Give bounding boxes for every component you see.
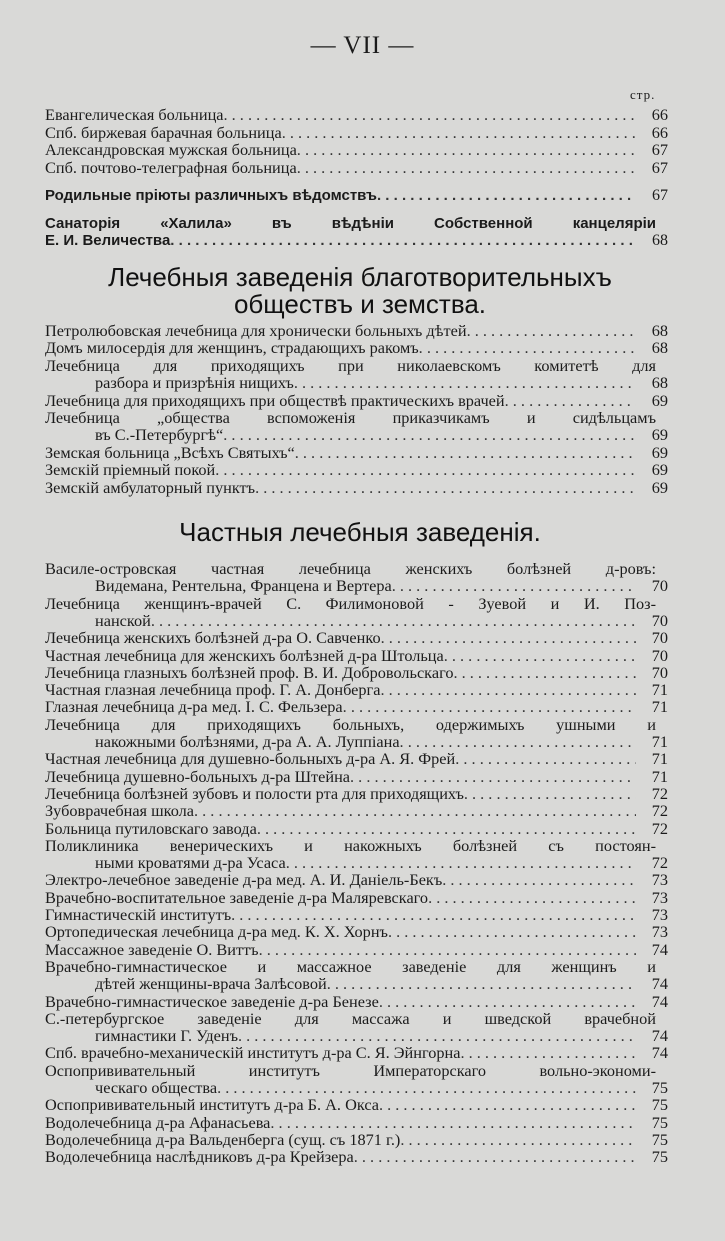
toc-entry xyxy=(45,958,668,993)
toc-entry-title: Спб. почтово-телеграфная больница xyxy=(45,157,297,177)
dot-leader xyxy=(379,993,636,1010)
toc-entry-title: Массажное заведеніе О. Виттъ xyxy=(45,939,259,959)
dot-leader xyxy=(379,1096,636,1113)
dot-leader xyxy=(224,106,636,124)
toc-entry-title: Лечебница женщинъ-врачей С. Филимоновой - Зуевой и И. Поз- xyxy=(45,593,656,613)
toc-entry xyxy=(45,322,668,339)
toc-entry xyxy=(45,785,668,802)
toc-entry-page: 72 xyxy=(651,801,668,821)
dot-leader xyxy=(505,392,636,409)
toc-entry-page: 67 xyxy=(651,157,668,177)
toc-entry-title: нанской xyxy=(95,610,151,630)
dot-leader xyxy=(377,187,636,204)
toc-entry xyxy=(45,339,668,356)
dot-leader xyxy=(354,1148,636,1165)
dot-leader xyxy=(381,629,636,646)
toc-entry-page: 70 xyxy=(651,610,668,630)
toc-entry-page: 68 xyxy=(651,321,668,340)
toc-entry-page: 69 xyxy=(651,477,668,497)
dot-leader xyxy=(442,871,636,888)
toc-entry xyxy=(45,716,668,751)
toc-entry-page: 74 xyxy=(651,974,668,994)
dot-leader xyxy=(223,426,636,443)
toc-entry-title: Водолечебница д-ра Вальденберга (сущ. съ 1871 г.) xyxy=(45,1129,401,1149)
toc-entry-page: 66 xyxy=(651,122,668,142)
toc-entry-page: 72 xyxy=(651,818,668,838)
dot-leader xyxy=(297,159,636,177)
toc-entry-page: 68 xyxy=(651,338,668,358)
toc-entry xyxy=(45,1044,668,1061)
toc-entry-title: Василе-островская частная лечебница женскихъ болѣзней д-ровъ: xyxy=(45,559,656,578)
toc-entry-page: 75 xyxy=(651,1112,668,1132)
toc-entry-title: Спб. врачебно-механическій институтъ д-ра С. Я. Эйнгорна xyxy=(45,1043,461,1063)
toc-entry-title: Александровская мужская больница xyxy=(45,140,297,159)
toc-entry-title: ческаго общества xyxy=(95,1077,218,1097)
toc-entry-page: 72 xyxy=(651,853,668,873)
toc-entry-page: 70 xyxy=(651,662,668,682)
toc-entry-page: 67 xyxy=(652,187,668,204)
section-title-charitable xyxy=(40,264,680,318)
toc-entry-title: Земскій амбулаторный пунктъ xyxy=(45,477,256,497)
toc-entry-page: 72 xyxy=(651,783,668,803)
dot-leader xyxy=(151,612,636,629)
toc-entry-title: Водолечебница д-ра Афанасьева xyxy=(45,1112,271,1132)
dot-leader xyxy=(343,698,636,715)
toc-entry-title: Оспопрививательный институтъ д-ра Б. А. Окса xyxy=(45,1095,379,1115)
toc-entry-title: гимнастики Г. Уденъ xyxy=(95,1026,238,1046)
toc-entry xyxy=(45,357,668,392)
toc-entry xyxy=(45,409,668,444)
toc-entry xyxy=(45,392,668,409)
toc-entry-page: 74 xyxy=(651,991,668,1011)
toc-entry-title: Глазная лечебница д-ра мед. І. С. Фельзера xyxy=(45,697,343,717)
toc-entry-title: Водолечебница наслѣдниковъ д-ра Крейзера xyxy=(45,1147,354,1167)
toc-entry-page: 69 xyxy=(651,390,668,410)
toc-entry-page: 69 xyxy=(651,425,668,445)
toc-entry xyxy=(45,871,668,888)
toc-entry-title: Врачебно-гимнастическое и массажное заведеніе для женщинъ и xyxy=(45,956,656,976)
toc-entry xyxy=(45,159,668,177)
toc-entry-title: Родильные пріюты различныхъ вѣдомствъ xyxy=(45,187,377,204)
toc-entry xyxy=(45,768,668,785)
dot-leader xyxy=(286,854,636,871)
dot-leader xyxy=(294,374,636,391)
dot-leader xyxy=(392,577,636,594)
toc-entry-bold xyxy=(45,215,668,249)
dot-leader xyxy=(194,802,636,819)
toc-entry xyxy=(45,750,668,767)
dot-leader xyxy=(327,975,636,992)
toc-entry-title: Частная лечебница для душевно-больныхъ д-ра А. Я. Фрей xyxy=(45,749,456,769)
toc-entry-title: Лечебница для приходящихъ при николаевскомъ комитетѣ для xyxy=(45,355,656,375)
toc-entry xyxy=(45,1010,668,1045)
toc-entry-title: ными кроватями д-ра Усаса xyxy=(95,853,286,873)
toc-entry-title: Поликлиника венерическихъ и накожныхъ болѣзней съ постоян- xyxy=(45,835,656,855)
toc-entry-title: Е. И. Величества xyxy=(45,232,171,249)
section-title-private: Частныя лечебныя заведенія. xyxy=(179,517,541,547)
dot-leader xyxy=(467,322,636,339)
toc-entry-title: Спб. биржевая барачная больница xyxy=(45,122,282,142)
toc-entry xyxy=(45,461,668,478)
dot-leader xyxy=(297,141,636,159)
toc-entry-title: Петролюбовская лечебница для хронически больныхъ дѣтей xyxy=(45,321,467,340)
toc-entry-bold xyxy=(45,187,668,204)
toc-entry-page: 69 xyxy=(651,460,668,480)
toc-entry xyxy=(45,820,668,837)
toc-entry xyxy=(45,1148,668,1165)
toc-entry-title: Гимнастическій институтъ xyxy=(45,905,232,924)
toc-entry-title: Видемана, Рентельна, Францена и Вертера xyxy=(95,576,392,596)
toc-entry xyxy=(45,906,668,923)
dot-leader xyxy=(238,1027,636,1044)
dot-leader xyxy=(270,1114,636,1131)
dot-leader xyxy=(460,1044,636,1061)
toc-entry-page: 74 xyxy=(651,1026,668,1046)
toc-entry-title: Евангелическая больница xyxy=(45,105,224,124)
toc-entry-title: Домъ милосердія для женщинъ, страдающихъ ракомъ xyxy=(45,338,419,358)
toc-entry-page: 74 xyxy=(651,939,668,959)
toc-entry xyxy=(45,560,668,595)
toc-entry xyxy=(45,1062,668,1097)
toc-entry xyxy=(45,1096,668,1113)
dot-leader xyxy=(455,750,636,767)
toc-entry xyxy=(45,444,668,461)
toc-entry-page: 73 xyxy=(651,870,668,890)
dot-leader xyxy=(215,461,636,478)
section-title-line-1: Лечебныя заведенія благотворительныхъ xyxy=(108,262,612,292)
toc-entry xyxy=(45,1114,668,1131)
toc-entry xyxy=(45,837,668,872)
page-number: — VII — xyxy=(310,32,415,59)
toc-entry-title: дѣтей женщины-врача Залѣсовой xyxy=(95,974,327,994)
toc-entry-title: Частная глазная лечебница проф. Г. А. Донберга xyxy=(45,680,381,700)
toc-entry xyxy=(45,1131,668,1148)
toc-entry xyxy=(45,479,668,496)
dot-leader xyxy=(259,941,636,958)
section-title-line-2: обществъ и земства. xyxy=(233,289,487,319)
dot-leader xyxy=(350,768,636,785)
toc-entry xyxy=(45,647,668,664)
toc-entry-page: 67 xyxy=(651,140,668,159)
toc-entry-page: 75 xyxy=(651,1077,668,1097)
toc-entry-page: 71 xyxy=(651,766,668,786)
toc-entry-title: Земская больница „Всѣхъ Святыхъ“ xyxy=(45,442,295,462)
dot-leader xyxy=(453,664,636,681)
toc-entry-title: Врачебно-гимнастическое заведеніе д-ра Бенезе xyxy=(45,991,379,1011)
toc-entry xyxy=(45,681,668,698)
dot-leader xyxy=(464,785,636,802)
toc-entry xyxy=(45,698,668,715)
dot-leader xyxy=(217,1079,636,1096)
toc-entry-title: Лечебница для приходящихъ больныхъ, одержимыхъ ушными и xyxy=(45,714,656,734)
toc-entry-title: Частная лечебница для женскихъ болѣзней д-ра Штольца xyxy=(45,645,444,665)
toc-entry-title: С.-петербургское заведеніе для массажа и шведской врачебной xyxy=(45,1008,656,1028)
dot-leader xyxy=(388,923,636,940)
toc-entry-page: 75 xyxy=(651,1147,668,1167)
toc-entry-page: 71 xyxy=(651,697,668,717)
dot-leader xyxy=(444,647,636,664)
dot-leader xyxy=(255,479,636,496)
toc-entry xyxy=(45,923,668,940)
toc-entry-page: 73 xyxy=(651,922,668,942)
toc-entry xyxy=(45,629,668,646)
toc-entry xyxy=(45,941,668,958)
toc-entry-page: 74 xyxy=(651,1043,668,1063)
dot-leader xyxy=(295,444,636,461)
dot-leader xyxy=(419,339,636,356)
page-column-label: стр. xyxy=(630,87,656,102)
toc-entry-title: въ С.-Петербургѣ“ xyxy=(95,425,224,445)
toc-entry-page: 70 xyxy=(651,645,668,665)
toc-entry-page: 75 xyxy=(651,1095,668,1115)
toc-entry-title: Зубоврачебная школа xyxy=(45,801,195,821)
toc-entry xyxy=(45,106,668,124)
toc-entry-title: Земскій пріемный покой xyxy=(45,460,216,480)
toc-entry xyxy=(45,993,668,1010)
toc-entry-title: Больница путиловскаго завода xyxy=(45,818,257,838)
toc-entry-title: Лечебница женскихъ болѣзней д-ра О. Савченко xyxy=(45,628,381,648)
dot-leader xyxy=(231,906,636,923)
toc-entry-page: 68 xyxy=(652,232,668,249)
dot-leader xyxy=(428,889,636,906)
toc-entry xyxy=(45,889,668,906)
toc-entry xyxy=(45,595,668,630)
toc-entry-title: Санаторія «Халила» въ вѣдѣніи Собственной канцеляріи xyxy=(45,215,656,232)
toc-entry-title: Лечебница для приходящихъ при обществѣ практическихъ врачей xyxy=(45,390,505,410)
toc-entry-title: накожными болѣзнями, д-ра А. А. Луппіана xyxy=(95,731,400,751)
dot-leader xyxy=(170,232,636,249)
toc-entry-title: Оспопрививательный институтъ Императорскаго вольно-экономи- xyxy=(45,1060,656,1080)
toc-entry xyxy=(45,664,668,681)
dot-leader xyxy=(400,733,636,750)
toc-entry-page: 70 xyxy=(651,576,668,596)
toc-entry-page: 75 xyxy=(651,1129,668,1149)
toc-entry-title: Лечебница душевно-больныхъ д-ра Штейна xyxy=(45,766,351,786)
toc-entry-page: 66 xyxy=(651,105,668,124)
toc-entry-title: разбора и призрѣнія нищихъ xyxy=(95,373,294,393)
dot-leader xyxy=(380,681,636,698)
toc-entry-page: 73 xyxy=(651,905,668,924)
dot-leader xyxy=(257,820,636,837)
toc-entry-title: Лечебница болѣзней зубовъ и полости рта для приходящихъ xyxy=(45,783,464,803)
toc-entry xyxy=(45,124,668,142)
toc-entry-page: 71 xyxy=(651,749,668,769)
toc-entry-page: 69 xyxy=(651,442,668,462)
toc-entry-page: 73 xyxy=(651,887,668,907)
toc-entry-title: Врачебно-воспитательное заведеніе д-ра Маляревскаго xyxy=(45,887,429,907)
toc-entry xyxy=(45,802,668,819)
toc-entry-page: 71 xyxy=(651,731,668,751)
dot-leader xyxy=(400,1131,636,1148)
toc-entry-title: Электро-лечебное заведеніе д-ра мед. А. И. Даніель-Бекъ xyxy=(45,870,443,890)
toc-entry-title: Лечебница глазныхъ болѣзней проф. В. И. Добровольскаго xyxy=(45,662,454,682)
toc-entry-page: 70 xyxy=(651,628,668,648)
dot-leader xyxy=(282,124,636,142)
toc-entry xyxy=(45,141,668,159)
toc-entry-page: 71 xyxy=(651,680,668,700)
toc-entry-page: 68 xyxy=(651,373,668,393)
toc-entry-title: Ортопедическая лечебница д-ра мед. К. Х. Хорнъ xyxy=(45,922,388,942)
toc-entry-title: Лечебница „общества вспоможенія приказчикамъ и сидѣльцамъ xyxy=(45,408,656,427)
